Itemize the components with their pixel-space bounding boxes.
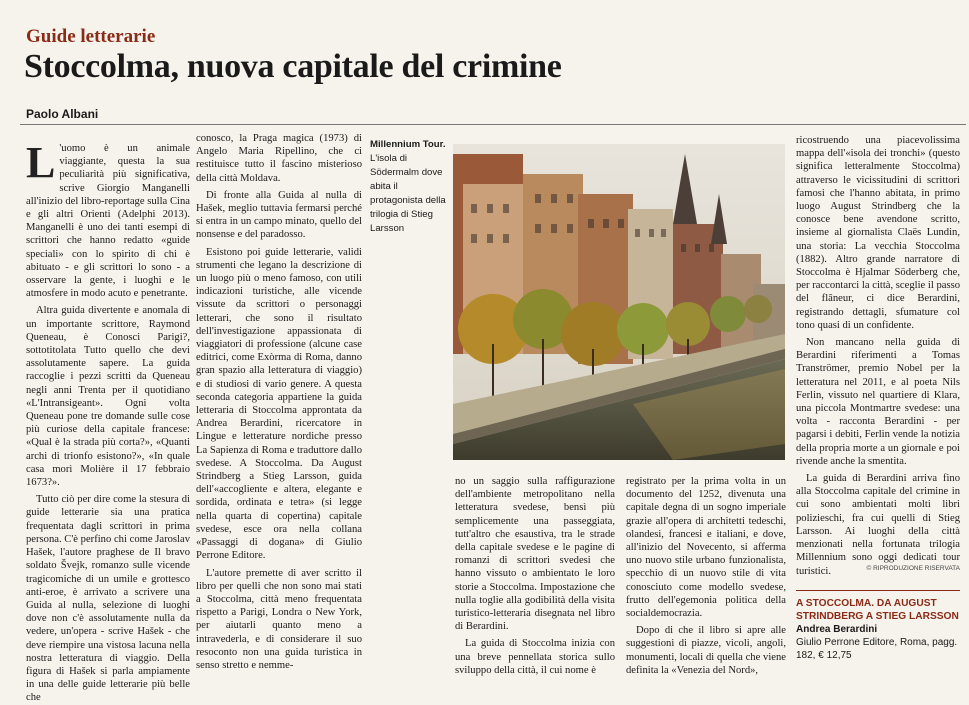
paragraph: Esistono poi guide letterarie, validi strumenti che legano la descrizione di un luogo più o meno famoso, con utili indicazioni turistiche, alle vicende vissute da scrittori o personaggi letterari, che sono il risultato dell'investigazione appassionata di viaggiatori di professione (alcune case editrici, come Exòrma di Roma, danno gran spazio alla letteratura di viaggio) e di studiosi di vario genere. A questa seconda categoria appartiene la guida letteraria di Stoccolma approntata da Andrea Berardini, ricercatore in Lingue e letterature nordiche presso La Sapienza di Roma e traduttore dallo svedese. A Stoccolma. Da August Strindberg a Stieg Larsson, guida dell'«accogliente e altera, elegante e sordida, ordinata e tetra» (si legge nella quarta di copertina) capitale svedese, esce ora nella collana «Passaggi di dogana» di Giulio Perrone Editore. xyxy=(196,246,362,562)
section-label: Guide letterarie xyxy=(26,26,156,47)
column-2 xyxy=(196,132,362,677)
column-1 xyxy=(26,138,190,704)
paragraph: Non mancano nella guida di Berardini riferimenti a Tomas Tranströmer, premio Nobel per la letteratura nel 2011, e al poeta Nils Ferlin, vissuto nel quartiere di Klara, una piccola Montmartre svedese: una volta - racconta Berardini - per pagarsi i debiti, Ferlin vende la notizia della propria morte a un giornale e poi rivende anche la smentita. xyxy=(796,337,960,467)
paragraph: ricostruendo una piacevolissima mappa dell'«isola dei tronchi» (questo significa letteralmente Stoccolma) attraverso le vicissitudini di scrittori famosi che l'hanno abitata, in primo luogo August Strindberg che la conosce bene avendone scritto, insieme al giornalista Claës Lundin, una storia: La vecchia Stoccolma (1882). Altro grande narratore di Stoccolma è Hjalmar Söderberg che, per raccontarci la città, sceglie il passo del flâneur, ci dice Berardini, registrando dettagli, sfumature col tono quasi di un confidente. xyxy=(796,135,960,331)
paragraph: registrato per la prima volta in un documento del 1252, divenuta una capitale degna di un sogno imperiale grazie all'opera di architetti tedeschi, olandesi, francesi e italiani, e dove, all'inizio del Novecento, si afferma uno nuovo stile urbano funzionalista, specchio di un nuovo stile di vita conosciuto come modello svedese, frutto dell'egemonia politica della socialdemocrazia. xyxy=(626,476,786,620)
caption-text: L'isola di Södermalm dove abita il protagonista della trilogia di Stieg Larsson xyxy=(370,153,446,234)
copyright-notice: © RIPRODUZIONE RISERVATA xyxy=(866,565,960,572)
paragraph xyxy=(26,138,190,300)
column-3 xyxy=(455,475,615,680)
byline: Paolo Albani xyxy=(26,107,99,121)
paragraph: Altra guida divertente e anomala di un importante scrittore, Raymond Queneau, è Conosci Parigi?, sottotitolata Tutto quello che devi assolutamente sapere. La guida raccoglie i pezzi scritti da Queneau negli anni Trenta per il quotidiano «L'Intransigeant». Ogni volta Queneau pone tre domande sulle cose più curiose della capitale francese: «Qual è la strada più corta?», «Quanti archi di trionfo esistono?», «In quale casa morì Molière il 17 febbraio 1673?». xyxy=(26,305,190,489)
headline: Stoccolma, nuova capitale del crimine xyxy=(24,48,562,85)
stockholm-waterfront-photo xyxy=(453,144,785,460)
book-title: A STOCCOLMA. DA AUGUST STRINDBERG A STIEG LARSSON xyxy=(796,598,959,622)
photo-caption xyxy=(370,138,448,236)
paragraph: La guida di Stoccolma inizia con una breve pennellata storica sullo sviluppo della città, il cui nome è xyxy=(455,638,615,676)
paragraph: conosco, la Praga magica (1973) di Angelo Maria Ripellino, che ci restituisce tutto il fascino misterioso della città Moldava. xyxy=(196,133,362,184)
paragraph: Di fronte alla Guida al nulla di Hašek, meglio tuttavia fermarsi perché si entra in un campo minato, quello del nonsense e del paradosso. xyxy=(196,189,362,241)
paragraph: L'autore premette di aver scritto il libro per quelli che non sono mai stati a Stoccolma, città meno frequentata rispetto a Parigi, Londra o New York, per aiutarli quanto meno a intravederla, e di considerare il suo resoconto non una guida turistica in senso stretto e nemme- xyxy=(196,567,362,671)
book-info-box xyxy=(796,590,960,662)
paragraph-text: 'uomo è un animale viaggiante, questa la sua peculiarità più significativa, scrive Giorgio Manganelli all'inizio del libro-reportage sulla Cina e gli altri Orienti (Adelphi 2013). Manganelli è uno dei tanti esempi di scrittori che hanno redatto «guide speciali» con lo spirito di chi è abituato - e gli scrittori lo sono - a osservare la gente, i luoghi e le atmosfere in modo acuto e penetrante. xyxy=(26,143,190,300)
column-4 xyxy=(626,475,786,680)
book-publisher: Giulio Perrone Editore, Roma, pagg. 182, € 12,75 xyxy=(796,637,958,661)
caption-title: Millennium Tour. xyxy=(370,139,446,150)
paragraph: La guida di Berardini arriva fino alla Stoccolma capitale del crimine in cui sono ambientati molti libri polizieschi, fra cui quelli di Stieg Larsson. Ai luoghi della città menzionati nella fortunata trilogia Millennium sono oggi dedicati tour turistici. xyxy=(796,473,960,577)
paragraph: Tutto ciò per dire come la stesura di guide letterarie sia una pratica frequentata dagli scrittori in prima persona. C'è perfino chi come Jaroslav Hašek, l'autore praghese de Il bravo soldato Švejk, romanzo sulle vicende tragicomiche di un umile e grottesco anti-eroe, è arrivato a scrivere una Guida al nulla, selezione di luoghi dove non c'è assolutamente nulla da vedere, un'opera - scrive Hašek - che deve riempire una vistosa lacuna nella nostra letteratura di viaggio. Della figura di Hašek si parla ampiamente in una delle guide letterarie più belle che xyxy=(26,494,190,704)
book-author: Andrea Berardini xyxy=(796,624,878,635)
paragraph: no un saggio sulla raffigurazione dell'ambiente metropolitano nella letteratura svedese, bensì più semplicemente una passeggiata, tutt'altro che esaustiva, tra le strade della capitale svedese e le pagine di romanzi di scrittori svedesi che hanno vissuto o ambientato le loro storie a Stoccolma. Impostazione che nulla toglie alla godibilità della visita turistico-letteraria disegnata nel libro di Berardini. xyxy=(455,476,615,633)
paragraph: Dopo di che il libro si apre alle suggestioni di piazze, vicoli, angoli, monumenti, locali di quella che viene definita la «Venezia del Nord», xyxy=(626,625,786,676)
header-divider xyxy=(20,124,966,125)
dropcap: L xyxy=(26,138,56,187)
